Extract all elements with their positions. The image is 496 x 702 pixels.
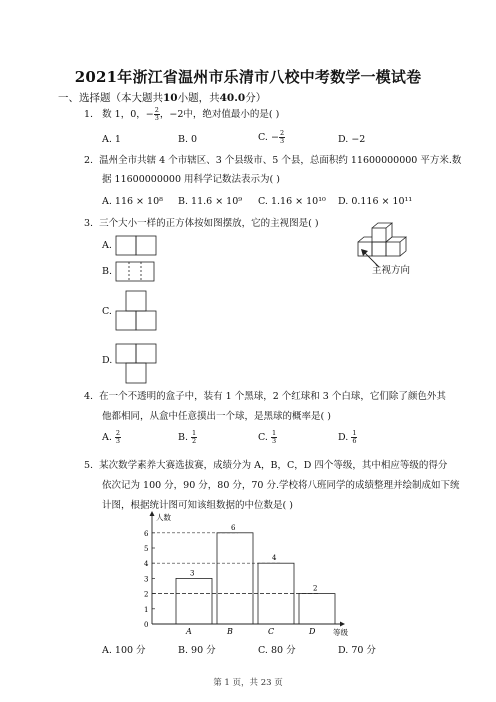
q3-option-a[interactable]: A. (102, 240, 112, 251)
chart-axes (150, 511, 346, 627)
q1-option-d[interactable]: D. −2 (338, 134, 366, 145)
chart-y-axis-label: 人数 (156, 513, 171, 522)
chart-data-label-D: 2 (313, 584, 318, 593)
q5-option-a[interactable]: A. 100 分 (102, 645, 146, 656)
q4-option-d-fraction: $\frac{1}{6}$ (352, 429, 357, 445)
q1-option-b[interactable]: B. 0 (178, 134, 198, 145)
q2-option-a[interactable]: A. 116 × 10⁸ (102, 196, 163, 207)
chart-y-tick-label-2: 2 (144, 590, 149, 599)
chart-category-A: A (186, 627, 192, 636)
q3-option-c-figure (115, 290, 157, 332)
q2-option-c[interactable]: C. 1.16 × 10¹⁰ (258, 196, 326, 207)
q5-number: 5. (84, 460, 94, 471)
section-end: 分） (245, 92, 267, 104)
q3-stem: 3. 三个大小一样的正方体按如图摆放，它的主视图是( ) (84, 218, 319, 229)
chart-y-tick-label-0: 0 (144, 621, 149, 629)
q3-option-c[interactable]: C. (102, 306, 112, 317)
chart-x-axis-label: 等级 (333, 628, 348, 637)
section-count: 10 (163, 92, 178, 104)
section-mid: 小题，共 (177, 92, 220, 104)
q4-option-a-fraction: $\frac{2}{3}$ (115, 429, 121, 445)
chart-data-label-B: 6 (231, 523, 236, 532)
chart-y-axis-arrow-icon (150, 511, 155, 516)
q2-option-d[interactable]: D. 0.116 × 10¹¹ (338, 196, 413, 207)
chart-y-tick-label-1: 1 (144, 605, 149, 614)
section-label: 一、选择题（本大题共 (58, 92, 163, 104)
q1-option-a[interactable]: A. 1 (102, 134, 121, 145)
chart-bar-B (217, 533, 253, 624)
q5-stem-line2: 依次记为 100 分，90 分，80 分，70 分.学校将八班同学的成绩整理并绘制成如下统 (102, 480, 460, 491)
q1-number: 1. (84, 109, 94, 120)
view-direction-label: 主视方向 (372, 265, 411, 276)
q4-option-b-fraction: $\frac{1}{2}$ (192, 429, 197, 445)
q1-neg: − (145, 109, 154, 120)
chart-data-label-C: 4 (272, 554, 277, 563)
q4-option-b[interactable]: B. $\frac{1}{2}$ (178, 429, 197, 445)
chart-dashed-guides (152, 533, 320, 594)
chart-y-tick-label-6: 6 (144, 529, 149, 538)
q4-option-c-fraction: $\frac{1}{3}$ (271, 429, 277, 445)
q3-number: 3. (84, 218, 94, 229)
q2-stem-line2: 据 11600000000 用科学记数法表示为( ) (102, 174, 280, 185)
q1-fraction: $\frac{2}{3}$ (154, 106, 159, 122)
q5-stem-line3: 计图，根据统计图可知该组数据的中位数是( ) (102, 500, 293, 511)
q1-option-c[interactable]: C. − $\frac{2}{3}$ (258, 129, 285, 145)
q4-number: 4. (84, 391, 94, 402)
page-title: 2021年浙江省温州市乐清市八校中考数学一模试卷 (74, 68, 422, 86)
q4-stem-line2: 他都相同，从盒中任意摸出一个球，是黑球的概率是( ) (102, 411, 331, 422)
q3-option-b[interactable]: B. (102, 266, 113, 277)
chart-data-label-A: 3 (190, 569, 195, 578)
q4-option-c[interactable]: C. $\frac{1}{3}$ (258, 429, 277, 445)
q3-option-d-figure (115, 343, 157, 385)
section-heading (58, 90, 266, 105)
page-footer: 第 1 页，共 23 页 (213, 678, 283, 688)
q5-stem-line1: 5. 某次数学素养大赛选拔赛，成绩分为 A，B，C，D 四个等级，其中相应等级的得分 (84, 460, 448, 471)
chart-category-D: D (309, 627, 316, 636)
q5-bar-chart (130, 510, 370, 642)
q3-option-a-figure (115, 235, 157, 257)
q1-option-c-fraction: $\frac{2}{3}$ (279, 129, 285, 145)
q3-option-d[interactable]: D. (102, 355, 113, 366)
q1-stem (84, 106, 279, 124)
chart-labels (144, 512, 348, 637)
q5-option-b[interactable]: B. 90 分 (178, 645, 216, 656)
q4-option-a[interactable]: A. $\frac{2}{3}$ (102, 429, 121, 445)
chart-category-B: B (227, 627, 233, 636)
chart-category-C: C (268, 627, 275, 636)
chart-bars (176, 533, 335, 624)
chart-y-tick-label-4: 4 (144, 560, 149, 569)
section-points: 40.0 (219, 92, 246, 104)
q4-option-d[interactable]: D. $\frac{1}{6}$ (338, 429, 357, 445)
chart-bar-A (176, 578, 212, 624)
q4-stem-line1: 4. 在一个不透明的盒子中，装有 1 个黑球，2 个红球和 3 个白球，它们除了颜色外其 (84, 391, 446, 402)
chart-y-tick-label-3: 3 (144, 575, 149, 584)
q2-stem-line1: 2. 温州全市共辖 4 个市辖区、3 个县级市、5 个县，总面积约 11600000000 平方米.数 (84, 155, 462, 166)
q5-option-c[interactable]: C. 80 分 (258, 645, 296, 656)
chart-x-axis-arrow-icon (340, 622, 345, 627)
q1-pre: 数 1，0， (102, 109, 146, 120)
q2-option-b[interactable]: B. 11.6 × 10⁹ (178, 196, 243, 207)
q5-option-d[interactable]: D. 70 分 (338, 645, 376, 656)
q1-post: ，−2中，绝对值最小的是( ) (159, 109, 280, 120)
chart-y-tick-label-5: 5 (144, 545, 149, 553)
chart-bar-D (299, 594, 335, 624)
q3-option-b-figure (115, 261, 157, 283)
q2-number: 2. (84, 155, 94, 166)
